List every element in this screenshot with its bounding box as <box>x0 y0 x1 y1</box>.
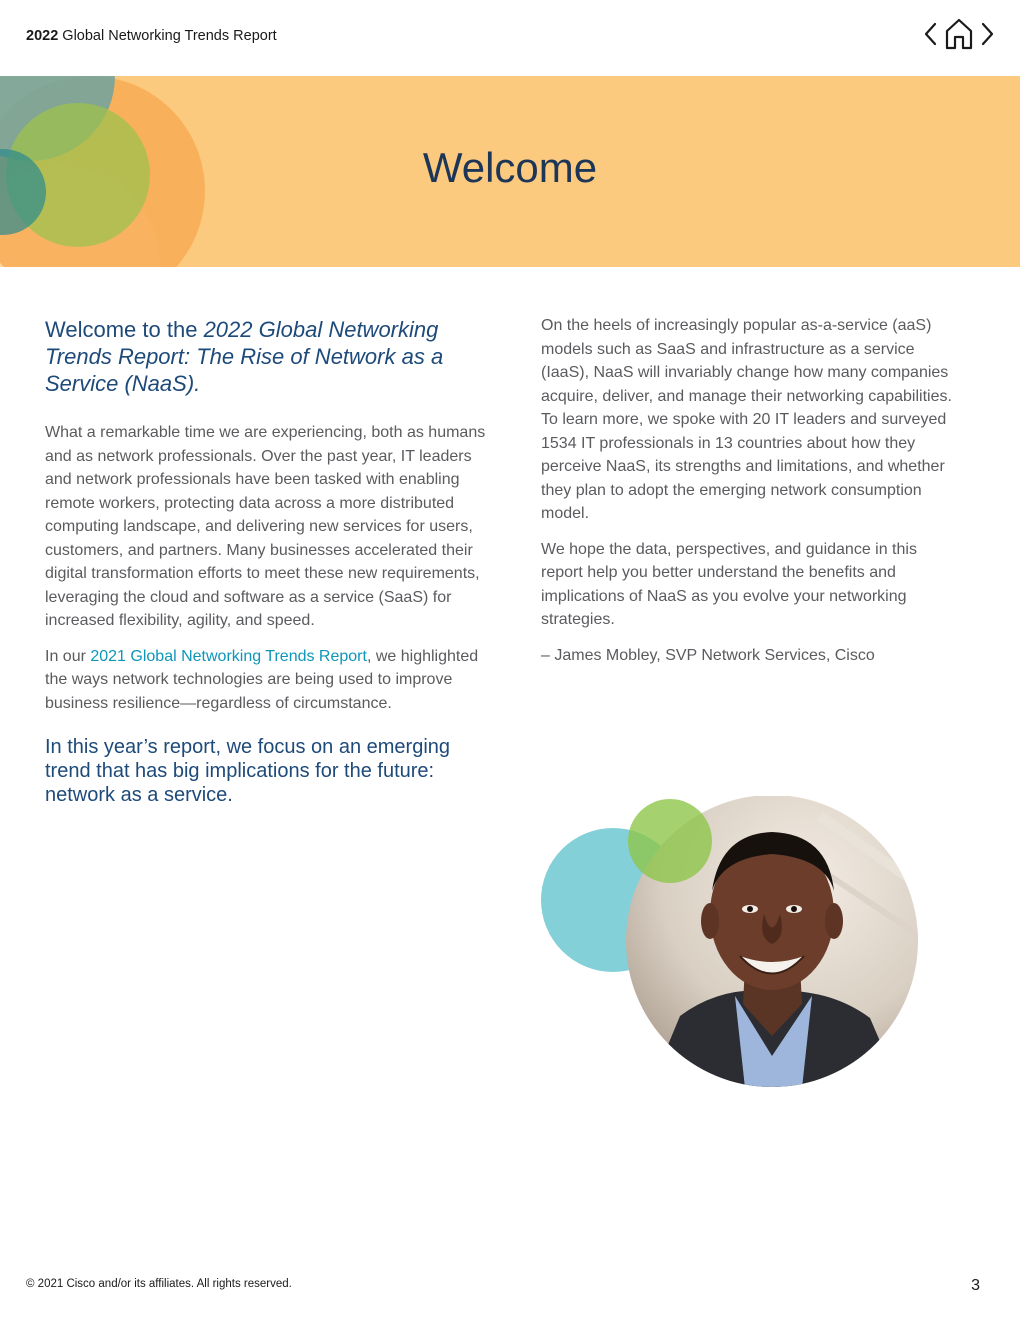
welcome-banner <box>0 76 1020 267</box>
lead-heading-prefix: Welcome to the <box>45 317 204 342</box>
chevron-right-icon[interactable] <box>978 21 996 52</box>
green-circle-graphic <box>628 799 712 883</box>
page-title: Welcome <box>422 144 598 191</box>
page-header <box>0 0 1020 76</box>
closing-paragraph: We hope the data, perspectives, and guidance in this report help you better understand the benefits and implications of NaaS as you evolve your networking strategies. <box>541 540 917 628</box>
previous-report-suffix: , we highlighted the ways network technologies are being used to improve business resilience—regardless of circumstance. <box>45 647 479 712</box>
right-column <box>541 314 961 679</box>
previous-report-prefix: In our <box>45 647 91 665</box>
lead-heading-report-title: 2022 Global Networking Trends Report: The Rise of Network as a Service (NaaS). <box>45 317 444 396</box>
previous-report-link[interactable]: 2021 Global Networking Trends Report <box>90 647 367 665</box>
page-navigation <box>922 18 996 54</box>
intro-paragraph: What a remarkable time we are experiencing, both as humans and as network professionals. Over the past year, IT leaders and network professionals have been tasked with enabling remote workers, protecting data across a more distributed computing landscape, and delivering new services for users, customers, and partners. Many businesses accelerated their digital transformation efforts to meet these new requirements, leveraging the cloud and software as a service (SaaS) for increased flexibility, agility, and speed. <box>45 424 486 629</box>
page-number: 3 <box>971 1277 980 1294</box>
naas-paragraph: On the heels of increasingly popular as-a-service (aaS) models such as SaaS and infrastructure as a service (IaaS), NaaS will invariably change how many companies acquire, deliver, and manage their networking capabilities. To learn more, we spoke with 20 IT leaders and surveyed 1534 IT professionals in 13 countries about how they perceive NaaS, its strengths and limitations, and whether they plan to adopt the emerging network consumption model. <box>541 317 952 522</box>
author-portrait <box>540 796 920 1088</box>
lead-heading <box>45 316 500 397</box>
home-icon[interactable] <box>944 17 974 56</box>
signature: – James Mobley, SVP Network Services, Cisco <box>541 646 875 664</box>
document-title-year: 2022 <box>26 28 59 44</box>
document-title-text: Global Networking Trends Report <box>62 28 277 44</box>
pull-quote: In this year’s report, we focus on an emerging trend that has big implications for the future: network as a service. <box>45 736 451 806</box>
document-title <box>26 28 277 44</box>
chevron-left-icon[interactable] <box>922 21 940 52</box>
left-column <box>45 316 500 807</box>
previous-report-paragraph <box>45 645 500 716</box>
copyright-notice: © 2021 Cisco and/or its affiliates. All rights reserved. <box>26 1278 292 1290</box>
